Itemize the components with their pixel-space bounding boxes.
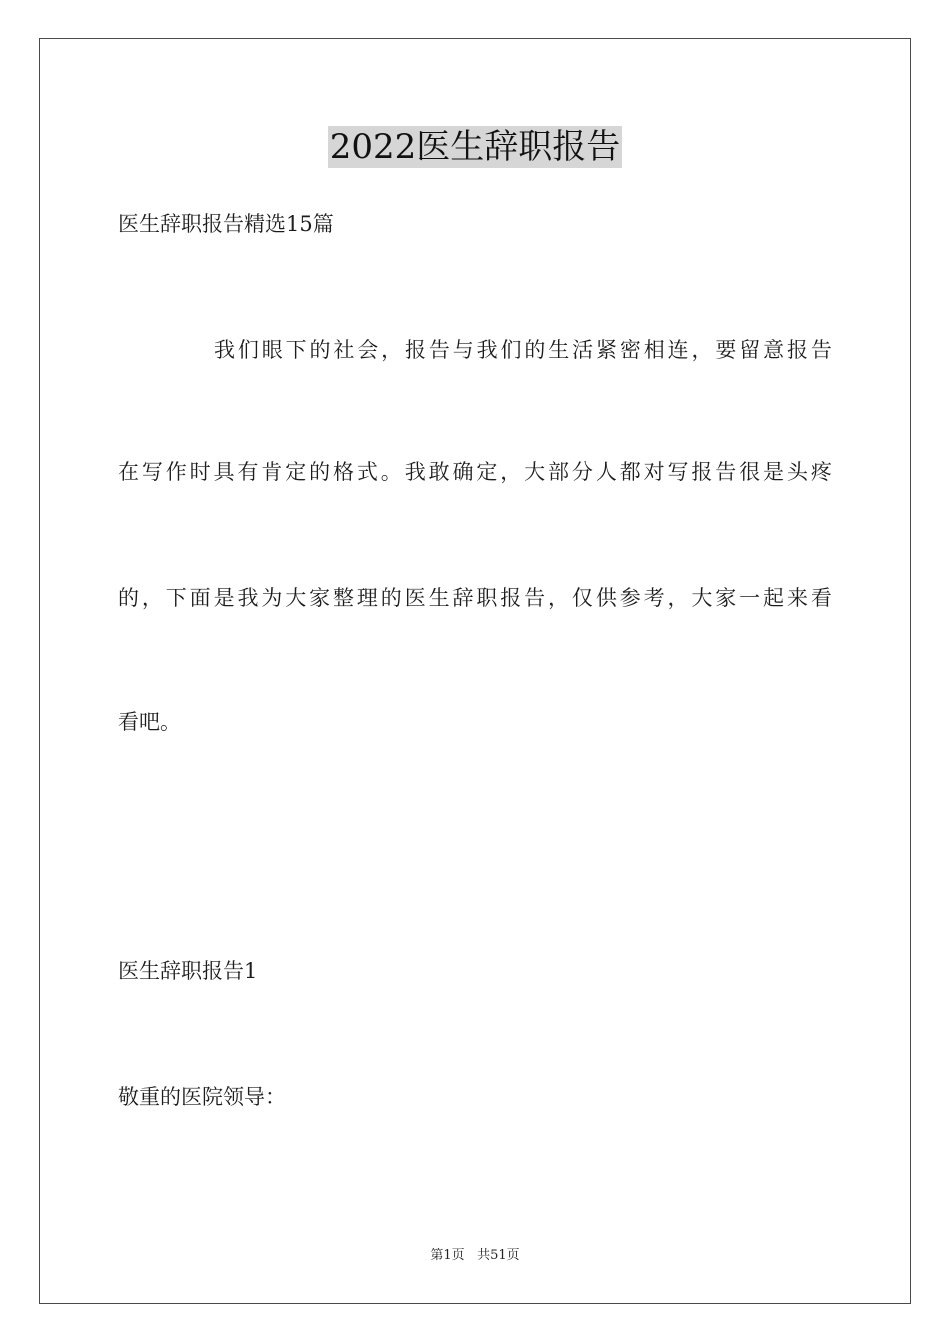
document-title: 2022医生辞职报告 [329,127,621,167]
intro-line-4: 看吧。 [118,710,181,734]
intro-line-2: 在 写 作 时 具 有 肯 定 的 格 式 。 我 敢 确 定 ， 大 部 分 人 都 对 写 报 告 很 是 头 疼 [118,460,832,484]
page-footer [0,1247,950,1265]
intro-line-3: 的 ， 下 面 是 我 为 大 家 整 理 的 医 生 辞 职 报 告 ， 仅 供 参 考 ， 大 家 一 起 来 看 [118,586,832,610]
salutation: 敬重的医院领导： [118,1085,286,1109]
document-subtitle: 医生辞职报告精选15篇 [118,212,334,236]
page-total: 共51页 [477,1248,520,1263]
page-number: 第1页 [430,1248,465,1263]
section-heading: 医生辞职报告1 [118,959,258,983]
title-container [0,126,950,168]
intro-line-1: 我 们 眼 下 的 社 会 ， 报 告 与 我 们 的 生 活 紧 密 相 连 ， 要 留 意 报 告 [214,338,832,362]
